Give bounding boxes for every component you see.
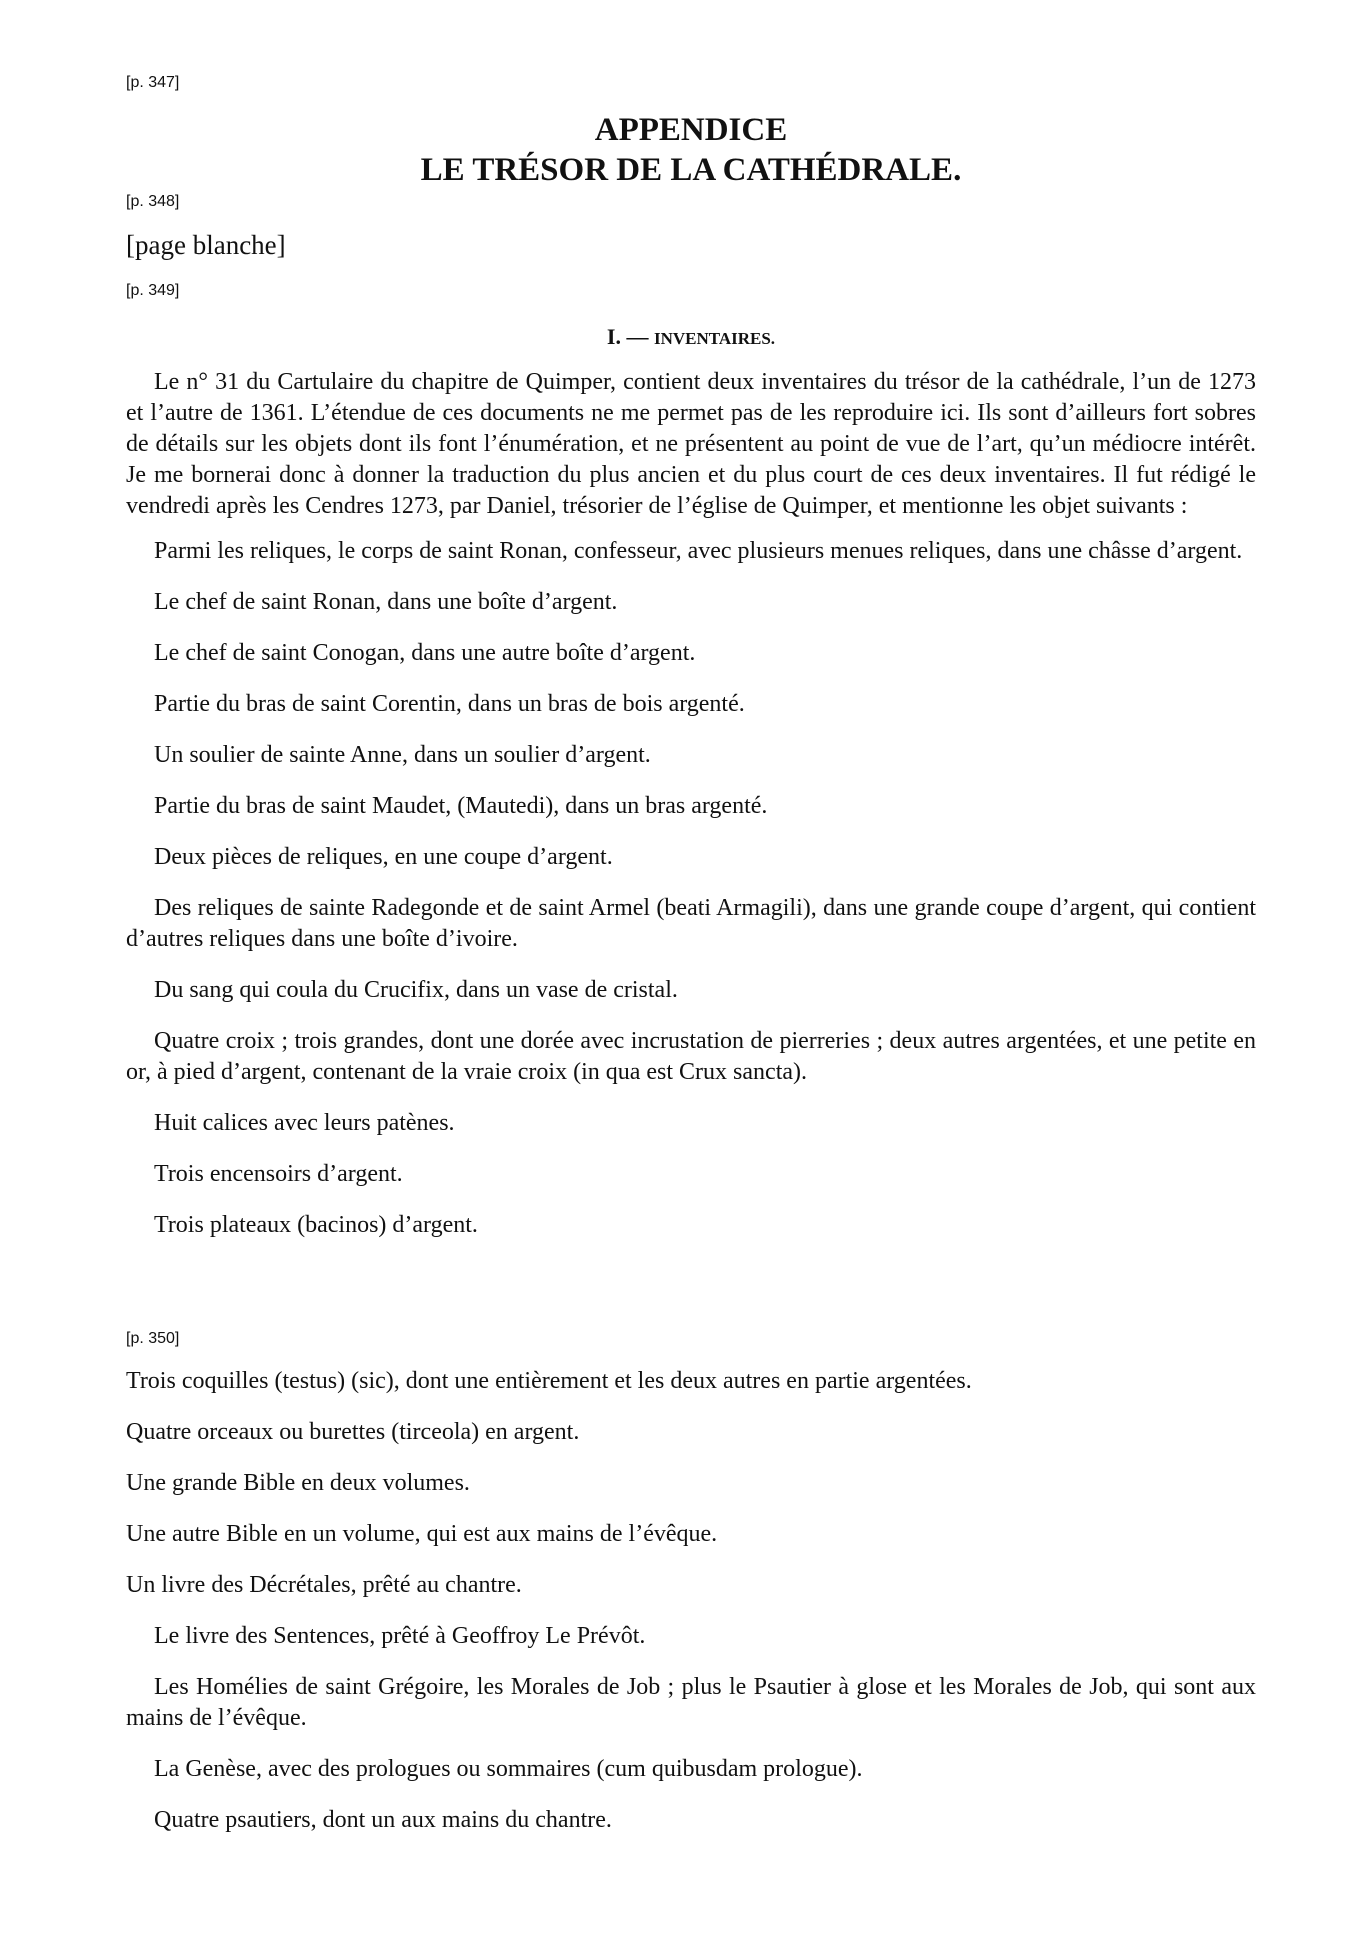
inventory-item: Trois coquilles (testus) (sic), dont une entièrement et les deux autres en partie argentées. — [126, 1368, 972, 1394]
inventory-item: Quatre croix ; trois grandes, dont une dorée avec incrustation de pierreries ; deux autres argentées, et une petite en or, à pied d’argent, contenant de la vraie croix (in qua est Crux sancta). — [126, 1028, 1256, 1085]
inventory-item: Du sang qui coula du Crucifix, dans un vase de cristal. — [154, 977, 678, 1003]
inventory-item: Parmi les reliques, le corps de saint Ronan, confesseur, avec plusieurs menues reliques, dans une châsse d’argent. — [154, 538, 1243, 564]
section-name: INVENTAIRES. — [653, 329, 776, 348]
inventory-item: Huit calices avec leurs patènes. — [154, 1110, 455, 1136]
inventory-item: Les Homélies de saint Grégoire, les Morales de Job ; plus le Psautier à glose et les Morales de Job, qui sont aux mains de l’évêque. — [126, 1674, 1256, 1731]
body-text-top — [126, 367, 1256, 1247]
page-marker-348: [p. 348] — [126, 193, 180, 210]
inventory-item: Une grande Bible en deux volumes. — [126, 1470, 470, 1496]
body-text-bottom — [126, 1366, 1256, 1856]
title-line-1: APPENDICE — [594, 112, 788, 148]
inventory-item: Un livre des Décrétales, prêté au chantre. — [126, 1572, 522, 1598]
inventory-item: Des reliques de sainte Radegonde et de saint Armel (beati Armagili), dans une grande coupe d’argent, qui contient d’autres reliques dans une boîte d’ivoire. — [126, 895, 1256, 952]
inventory-item: Quatre orceaux ou burettes (tirceola) en argent. — [126, 1419, 580, 1445]
page-marker-350: [p. 350] — [126, 1330, 180, 1347]
inventory-item: Partie du bras de saint Corentin, dans un bras de bois argenté. — [154, 691, 745, 717]
title-line-2: LE TRÉSOR DE LA CATHÉDRALE. — [420, 152, 962, 188]
section-heading — [126, 324, 1256, 350]
inventory-item: Quatre psautiers, dont un aux mains du chantre. — [154, 1807, 612, 1833]
inventory-item: Le chef de saint Ronan, dans une boîte d’argent. — [154, 589, 618, 615]
blank-page-note: [page blanche] — [126, 230, 286, 260]
inventory-item: Une autre Bible en un volume, qui est aux mains de l’évêque. — [126, 1521, 718, 1547]
inventory-item: La Genèse, avec des prologues ou sommaires (cum quibusdam prologue). — [154, 1756, 863, 1782]
inventory-item: Le livre des Sentences, prêté à Geoffroy Le Prévôt. — [154, 1623, 646, 1649]
section-number: I. — — [606, 324, 649, 349]
page-marker-347: [p. 347] — [126, 74, 180, 91]
appendix-title — [126, 110, 1256, 190]
inventory-item: Deux pièces de reliques, en une coupe d’argent. — [154, 844, 613, 870]
intro-paragraph: Le n° 31 du Cartulaire du chapitre de Quimper, contient deux inventaires du trésor de la cathédrale, l’un de 1273 et l’autre de 1361. L’étendue de ces documents ne me permet pas de les reproduire ici. Ils sont d’ailleurs fort sobres de détails sur les objets dont ils font l’énumération, et ne présentent au point de vue de l’art, qu’un médiocre intérêt. Je me bornerai donc à donner la traduction du plus ancien et du plus court de ces deux inventaires. Il fut rédigé le vendredi après les Cendres 1273, par Daniel, trésorier de l’église de Quimper, et mentionne les objet suivants : — [126, 369, 1256, 519]
inventory-item: Un soulier de sainte Anne, dans un soulier d’argent. — [154, 742, 651, 768]
inventory-item: Trois encensoirs d’argent. — [154, 1161, 403, 1187]
inventory-item: Trois plateaux (bacinos) d’argent. — [154, 1212, 478, 1238]
inventory-item: Partie du bras de saint Maudet, (Mautedi), dans un bras argenté. — [154, 793, 768, 819]
page-marker-349: [p. 349] — [126, 282, 180, 299]
inventory-item: Le chef de saint Conogan, dans une autre boîte d’argent. — [154, 640, 696, 666]
